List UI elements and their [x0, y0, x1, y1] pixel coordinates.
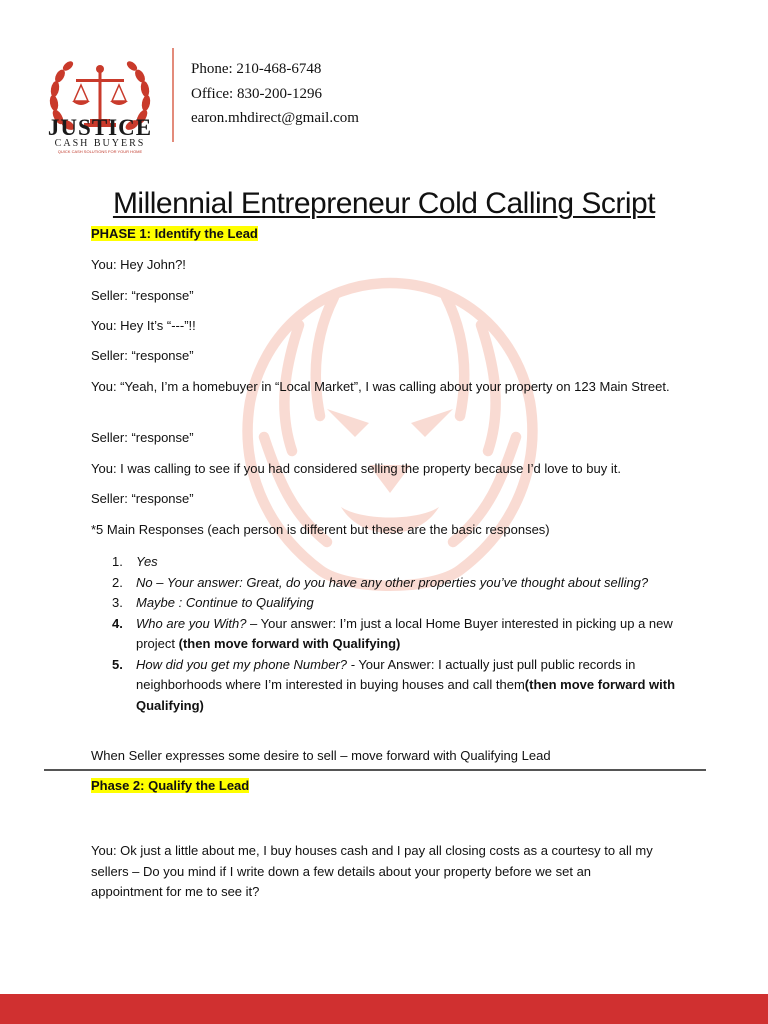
script-line: Seller: “response” [91, 348, 194, 363]
script-line: Seller: “response” [91, 491, 194, 506]
office-number: Office: 830-200-1296 [191, 86, 322, 102]
email-address: earon.mhdirect@gmail.com [191, 110, 359, 126]
page-title: Millennial Entrepreneur Cold Calling Script [112, 187, 656, 220]
script-line: Seller: “response” [91, 288, 194, 303]
phase1-heading: PHASE 1: Identify the Lead [91, 226, 258, 241]
list-item: 4. Who are you With? – Your answer: I’m just a local Home Buyer interested in picking up a new project (then move forward with Qualifying) [112, 615, 673, 651]
phase1-closing: When Seller expresses some desire to sell – move forward with Qualifying Lead [91, 748, 551, 763]
footer-bar [0, 994, 768, 1024]
list-item: 5. How did you get my phone Number? - Your Answer: I actually just pull public records in neighborhoods where I’m interested in buying houses and call them(then move forward with Qualifying) [112, 656, 676, 713]
logo-wordmark: JUSTICE [47, 115, 153, 140]
phase2-body: You: Ok just a little about me, I buy houses cash and I pay all closing costs as a courtesy to all my sellers – Do you mind if I write down a few details about your property before we set an appointment for me to see it? [91, 843, 653, 899]
header-divider [172, 48, 174, 142]
script-line: *5 Main Responses (each person is different but these are the basic responses) [91, 522, 550, 537]
phase2-heading: Phase 2: Qualify the Lead [91, 778, 250, 793]
script-line: You: I was calling to see if you had considered selling the property because I’d love to buy it. [91, 461, 621, 476]
section-divider [44, 769, 706, 771]
list-item: 2. No – Your answer: Great, do you have any other properties you’ve thought about selling? [112, 574, 649, 590]
list-item: 3. Maybe : Continue to Qualifying [112, 595, 314, 610]
script-line: Seller: “response” [91, 430, 194, 445]
phone-number: Phone: 210-468-6748 [191, 61, 322, 77]
logo-subtitle: CASH BUYERS [54, 138, 146, 149]
logo-tagline: QUICK CASH SOLUTIONS FOR YOUR HOME [57, 149, 143, 154]
script-line: You: Hey John?! [91, 257, 186, 272]
list-item: 1. Yes [112, 554, 158, 569]
script-line: You: “Yeah, I’m a homebuyer in “Local Market”, I was calling about your property on 123 Main Street. [91, 379, 670, 394]
responses-list [91, 552, 691, 716]
script-line: You: Hey It’s “---”!! [91, 318, 196, 333]
